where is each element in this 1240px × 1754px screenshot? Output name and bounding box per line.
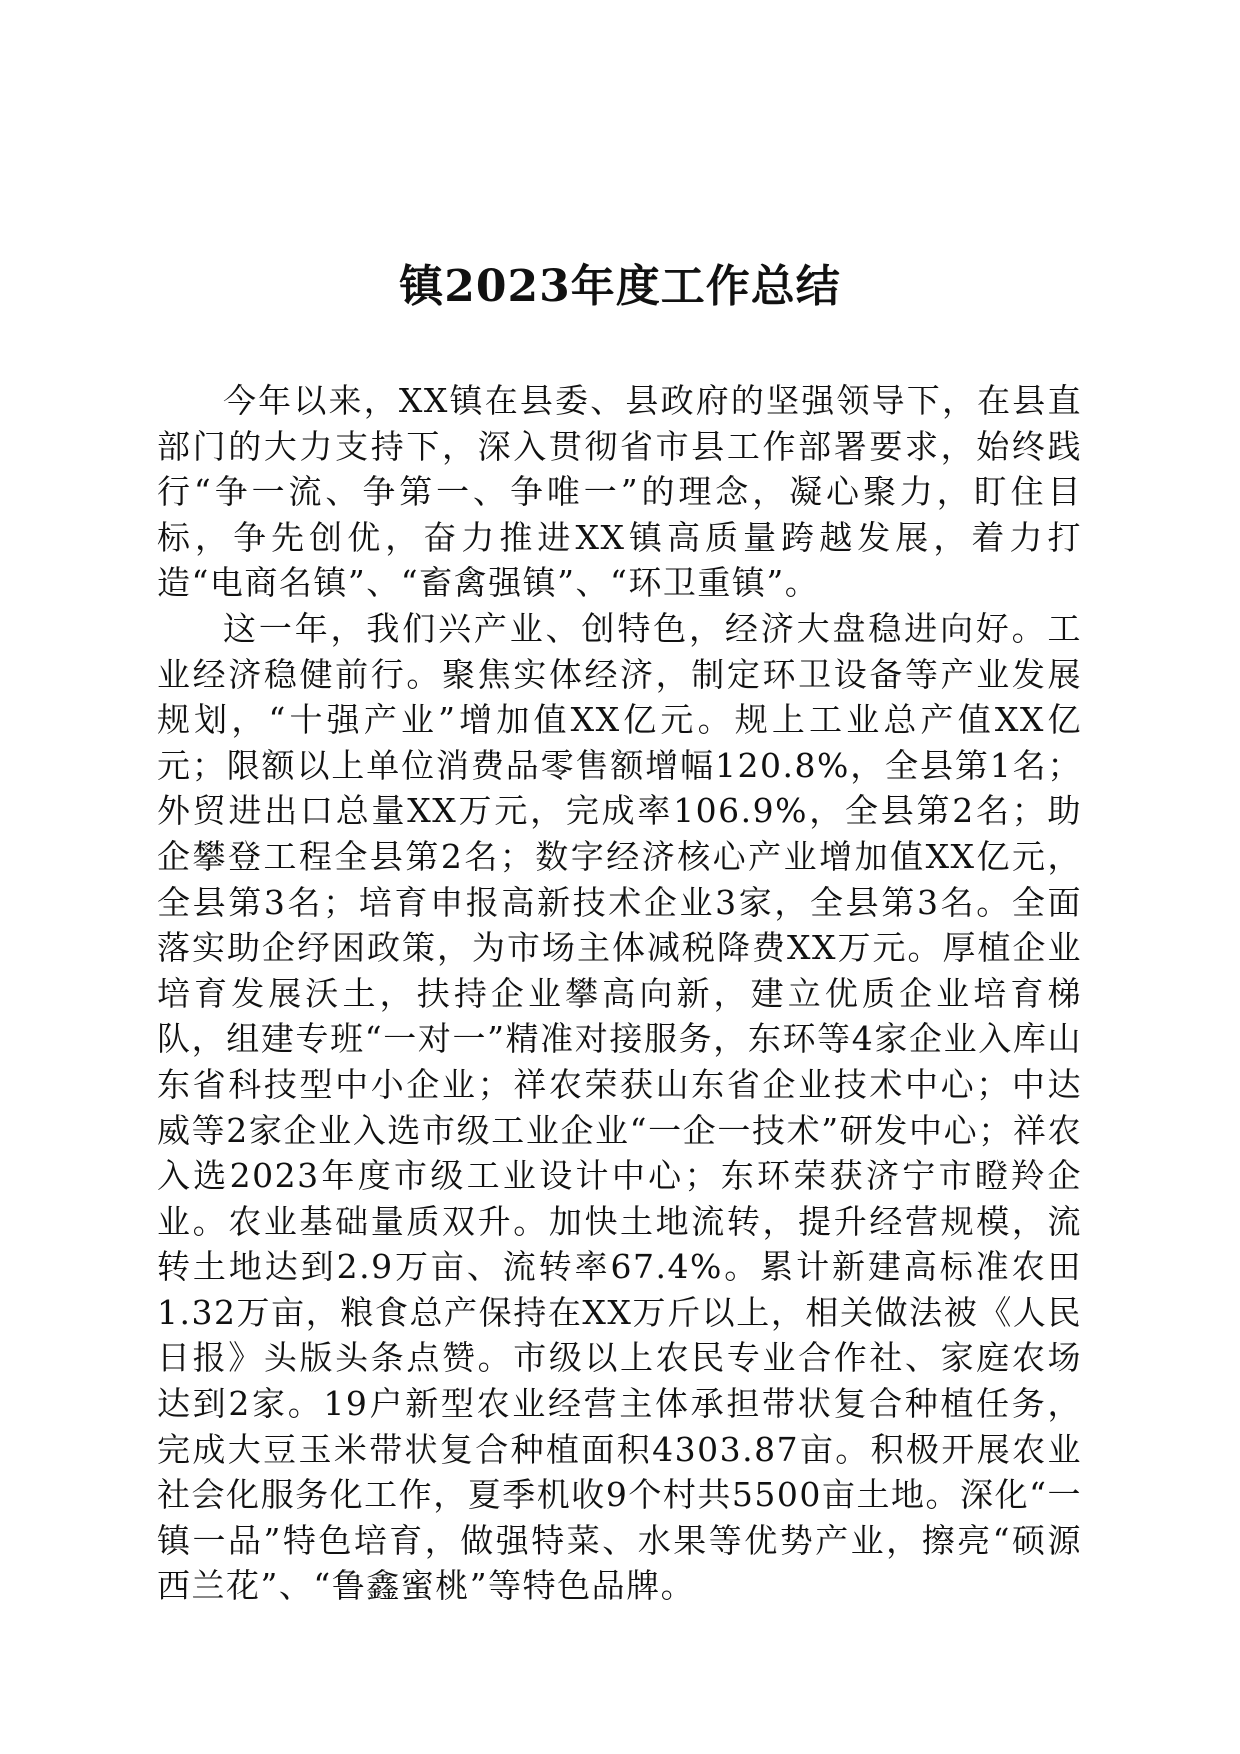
document-title: 镇2023年度工作总结 xyxy=(399,261,841,312)
paragraph-intro: 今年以来，XX镇在县委、县政府的坚强领导下，在县直部门的大力支持下，深入贯彻省市县工作部署要求，始终践行“争一流、争第一、争唯一”的理念，凝心聚力，盯住目标，争先创优，奋力推进XX镇高质量跨越发展，着力打造“电商名镇”、“畜禽强镇”、“环卫重镇”。 xyxy=(157,381,1082,603)
document-body xyxy=(157,378,1082,1609)
paragraph-economy: 这一年，我们兴产业、创特色，经济大盘稳进向好。工业经济稳健前行。聚焦实体经济，制定环卫设备等产业发展规划，“十强产业”增加值XX亿元。规上工业总产值XX亿元；限额以上单位消费品零售额增幅120.8%，全县第1名；外贸进出口总量XX万元，完成率106.9%，全县第2名；助企攀登工程全县第2名；数字经济核心产业增加值XX亿元，全县第3名；培育申报高新技术企业3家，全县第3名。全面落实助企纾困政策，为市场主体减税降费XX万元。厚植企业培育发展沃土，扶持企业攀高向新，建立优质企业培育梯队，组建专班“一对一”精准对接服务，东环等4家企业入库山东省科技型中小企业；祥农荣获山东省企业技术中心；中达威等2家企业入选市级工业企业“一企一技术”研发中心；祥农入选2023年度市级工业设计中心；东环荣获济宁市瞪羚企业。农业基础量质双升。加快土地流转，提升经营规模，流转土地达到2.9万亩、流转率67.4%。累计新建高标准农田1.32万亩，粮食总产保持在XX万斤以上，相关做法被《人民日报》头版头条点赞。市级以上农民专业合作社、家庭农场达到2家。19户新型农业经营主体承担带状复合种植任务，完成大豆玉米带状复合种植面积4303.87亩。积极开展农业社会化服务化工作，夏季机收9个村共5500亩土地。深化“一镇一品”特色培育，做强特菜、水果等优势产业，擦亮“硕源西兰花”、“鲁鑫蜜桃”等特色品牌。 xyxy=(157,608,1082,1606)
